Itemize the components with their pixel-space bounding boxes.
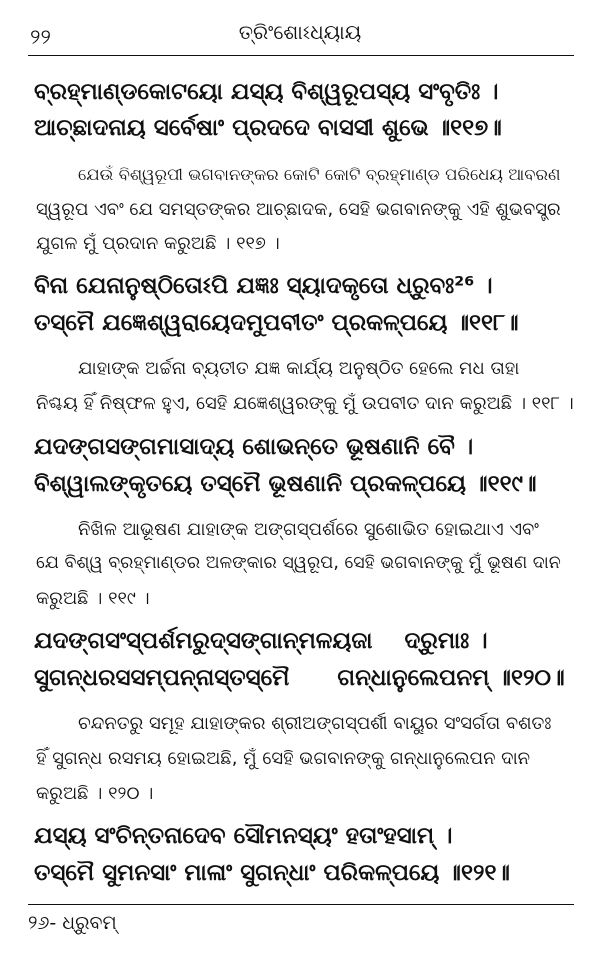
- commentary-line: ସ୍ୱରୂପ ଏବଂ ଯେ ସମସ୍ତଙ୍କର ଆଚ୍ଛାଦକ, ସେହି ଭଗବାନଙ୍କୁ ଏହି ଶୁଭବସ୍ତ୍ର: [36, 199, 561, 220]
- verse-line: ତସ୍ମୈ ସୁମନସାଂ ମାଳାଂ ସୁଗନ୍ଧାଂ ପରିକଳ୍ପୟେ ॥୧୨୧॥: [34, 860, 511, 886]
- commentary-line: ଯାହାଙ୍କ ଅର୍ଚ୍ଚନା ବ୍ୟତୀତ ଯଜ୍ଞ କାର୍ଯ୍ୟ ଅନୁଷ୍ଠିତ ହେଲେ ମଧ ତାହା: [78, 358, 520, 379]
- page-header: [0, 0, 600, 58]
- verse-line: ତସ୍ମୈ ଯଜ୍ଞେଶ୍ୱରାୟେଦମୁପବୀତଂ ପ୍ରକଳ୍ପୟେ ॥୧୧୮॥: [34, 310, 519, 336]
- commentary-line: ଯେ ବିଶ୍ୱ ବ୍ରହ୍ମାଣ୍ଡର ଅଳଙ୍କାର ସ୍ୱରୂପ, ସେହି ଭଗବାନଙ୍କୁ ମୁଁ ଭୂଷଣ ଦାନ: [36, 553, 561, 573]
- header-rule: [28, 55, 574, 56]
- commentary-line: କରୁଅଛି । ୧୧୯ ।: [36, 588, 150, 609]
- verse-line: ବିଶ୍ୱାଲଙ୍କୃତୟେ ତସ୍ମୈ ଭୂଷଣାନି ପ୍ରକଳ୍ପୟେ ॥୧୧୯॥: [34, 471, 537, 497]
- commentary-line: ଯୁଗଳ ମୁଁ ପ୍ରଦାନ କରୁଅଛି । ୧୧୭ ।: [36, 233, 280, 254]
- verse-line: ଆଚ୍ଛାଦନାୟ ସର୍ବେଷାଂ ପ୍ରଦଦେ ବାସସୀ ଶୁଭେ ॥୧୧୭॥: [34, 115, 502, 141]
- commentary-line: ନିଖିଳ ଆଭୂଷଣ ଯାହାଙ୍କ ଅଙ୍ଗସ୍ପର୍ଶରେ ସୁଶୋଭିତ ହୋଇଥାଏ ଏବଂ: [78, 519, 539, 540]
- commentary-line: ହିଁ ସୁଗନ୍ଧ ରସମୟ ହୋଇଅଛି, ମୁଁ ସେହି ଭଗବାନଙ୍କୁ ଗନ୍ଧାନୁଲେପନ ଦାନ: [36, 748, 531, 769]
- running-head: ତ୍ରିଂଶୋଽଧ୍ୟାୟ: [238, 20, 362, 44]
- verse-line: ଯସ୍ୟ ସଂଚିନ୍ତନାଦେବ ସୌମନସ୍ୟଂ ହତାଂହସାମ୍ ।: [34, 823, 453, 849]
- verse-line: ସୁଗନ୍ଧରସସମ୍ପନ୍ନାସ୍ତସ୍ମୈ ଗନ୍ଧାନୁଲେପନମ୍ ॥୧୨୦॥: [34, 665, 565, 691]
- verse-line: ବ୍ରହ୍ମାଣ୍ଡକୋଟୟୋ ଯସ୍ୟ ବିଶ୍ୱରୂପସ୍ୟ ସଂବୃତିଃ ।: [34, 79, 499, 105]
- verse-line: ବିନା ଯେନାନୁଷ୍ଠିତୋଽପି ଯଜ୍ଞଃ ସ୍ୟାଦକୃତୋ ଧ୍ରୁବଃ²⁶ ।: [34, 273, 493, 299]
- footer-rule: [28, 904, 574, 905]
- commentary-line: ଚନ୍ଦନତରୁ ସମୂହ ଯାହାଙ୍କର ଶ୍ରୀଅଙ୍ଗସ୍ପର୍ଶୀ ବାୟୁର ସଂସର୍ଗତା ବଶତଃ: [78, 713, 552, 734]
- page-number: ୨୨: [30, 25, 51, 49]
- footnote: ୨୬- ଧ୍ରୁବମ୍: [28, 912, 117, 934]
- verse-line: ଯଦଙ୍ଗସଂସ୍ପର୍ଶମରୁଦ୍‌ସଙ୍ଗାନ୍ମଳୟଜା ଦ୍ରୁମାଃ ।: [34, 628, 488, 654]
- commentary-line: କରୁଅଛି । ୧୨୦ ।: [36, 783, 154, 804]
- verse-line: ଯଦଙ୍ଗସଙ୍ଗମାସାଦ୍ୟ ଶୋଭନ୍ତେ ଭୂଷଣାନି ବୈ ।: [34, 434, 474, 460]
- commentary-line: ଯେଉଁ ବିଶ୍ୱରୂପୀ ଭଗବାନଙ୍କର କୋଟି କୋଟି ବ୍ରହ୍ମାଣ୍ଡ ପରିଧେୟ ଆବରଣ: [78, 165, 561, 184]
- commentary-line: ନିଶ୍ଚୟ ହିଁ ନିଷ୍ଫଳ ହୁଏ, ସେହି ଯଜ୍ଞେଶ୍ୱରଙ୍କୁ ମୁଁ ଉପବୀତ ଦାନ କରୁଅଛି । ୧୧୮ ।: [36, 393, 574, 414]
